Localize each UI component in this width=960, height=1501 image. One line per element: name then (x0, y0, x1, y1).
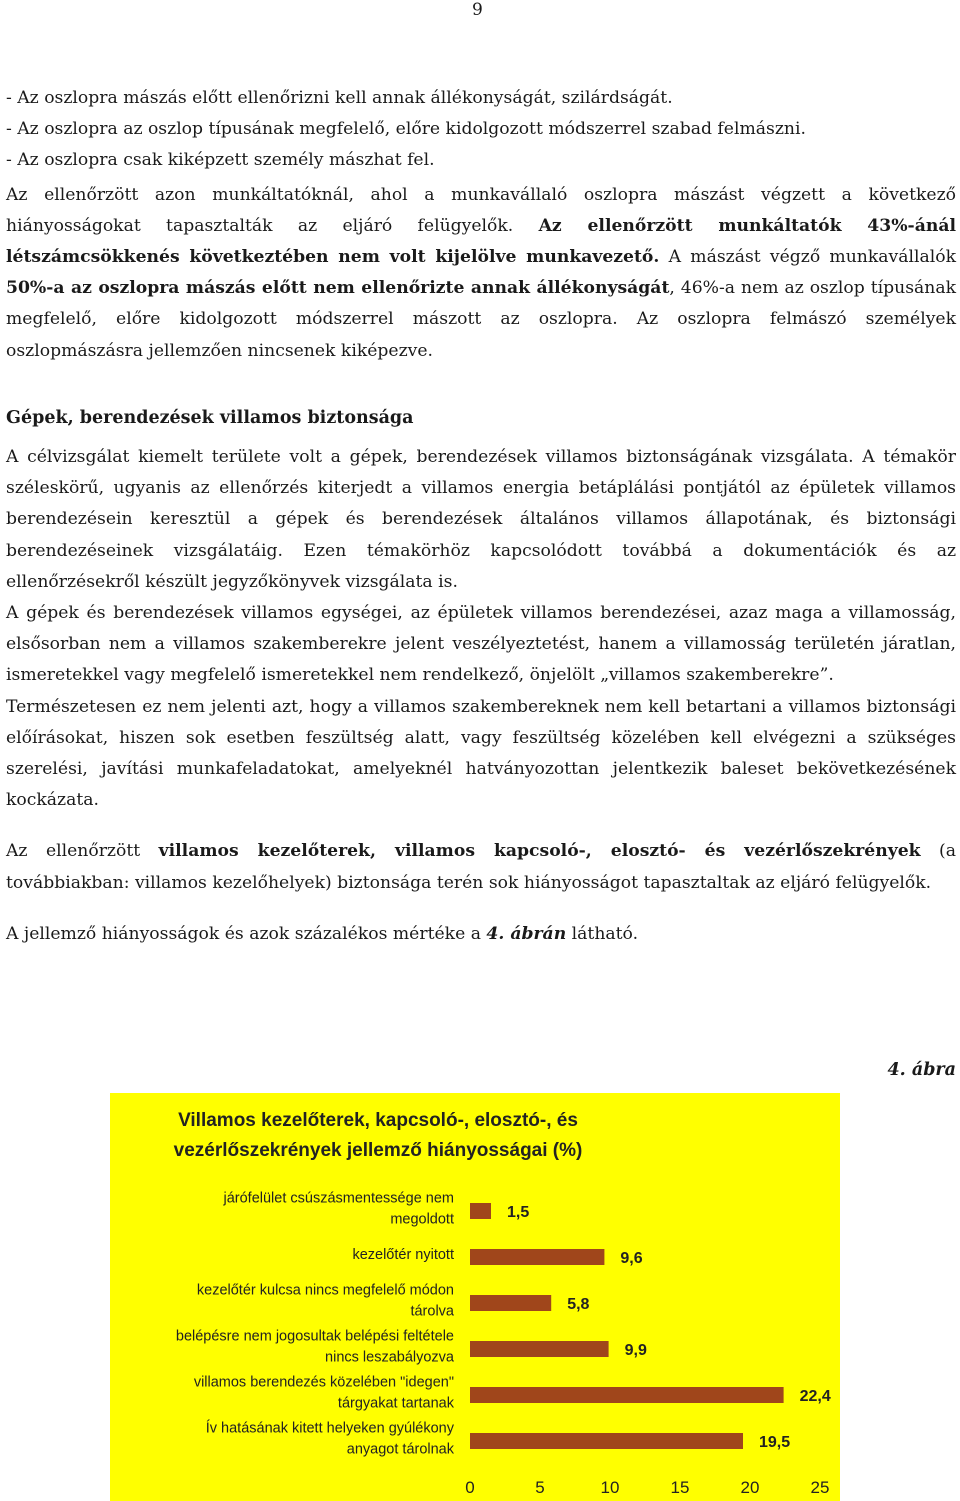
category-label: járófelület csúszásmentessége nem (223, 1190, 454, 1207)
bar (470, 1295, 551, 1311)
x-tick-label: 20 (740, 1478, 760, 1497)
category-label: villamos berendezés közelében "idegen" (193, 1374, 454, 1391)
paragraph-control-rooms (6, 836, 956, 898)
paragraph-pole-climbing-findings (6, 180, 956, 367)
bar (470, 1249, 604, 1265)
category-label: kezelőtér nyitott (352, 1247, 454, 1263)
figure-reference: 4. ábrán (486, 923, 567, 944)
text-span: Az ellenőrzött azon munkáltatóknál, ahol a munkavállaló oszlopra mászást végzett a következő hiányosságokat tapasztalták az eljáró felügyelők. (6, 184, 956, 236)
data-label: 1,5 (507, 1204, 530, 1221)
text-span: A jellemző hiányosságok és azok százalékos mértéke a (6, 923, 487, 944)
document-body (6, 83, 956, 950)
x-tick-label: 5 (535, 1478, 545, 1497)
data-label: 22,4 (799, 1388, 831, 1405)
bar (470, 1203, 491, 1219)
text-span: Az ellenőrzött (6, 841, 159, 862)
figure-label: 4. ábra (887, 1060, 956, 1080)
bold-text: villamos kezelőterek, villamos kapcsoló-, elosztó- és vezérlőszekrények (158, 841, 921, 862)
category-label: megoldott (390, 1211, 454, 1228)
paragraph-figure-reference (6, 919, 956, 950)
category-label: tárgyakat tartanak (337, 1395, 454, 1412)
data-label: 9,9 (624, 1342, 647, 1359)
category-label: kezelőtér kulcsa nincs megfelelő módon (196, 1282, 454, 1299)
bold-text: Az ellenőrzött munkáltatók 43%-ánál létszámcsökkenés következtében nem volt kijelölve munkavezető. (6, 215, 956, 268)
paragraph-electricity-risk: A gépek és berendezések villamos egységei, az épületek villamos berendezései, azaz maga a villamosság, elsősorban nem a villamos szakemberekre jelent veszélyeztetést, hanem a villamosság területén járatlan, ismeretekkel vagy megfelelő ismeretekkel nem rendelkező, önjelölt „villamos szakemberekre”. (6, 603, 956, 686)
chart-canvas (110, 1093, 840, 1501)
x-tick-label: 10 (600, 1478, 620, 1497)
bullet-item: - Az oszlopra csak kiképzett személy mászhat fel. (6, 150, 435, 171)
chart-title: vezérlőszekrények jellemző hiányosságai (%) (173, 1140, 583, 1161)
category-label: nincs leszabályozva (325, 1349, 454, 1366)
category-label: Ív hatásának kitett helyeken gyúlékony (205, 1420, 454, 1437)
bullet-item: - Az oszlopra mászás előtt ellenőrizni kell annak állékonyságát, szilárdságát. (6, 88, 673, 108)
category-label: tárolva (410, 1303, 454, 1320)
paragraph-inspection-scope: A célvizsgálat kiemelt területe volt a gépek, berendezések villamos biztonságának vizsgálata. A témakör széleskörű, ugyanis az ellenőrzés kiterjedt a villamos energia betáplálási pontjától az épületek villamos berendezésein keresztül a gépek és berendezések általános villamos állapotának, és biztonsági berendezéseinek vizsgálatáig. Ezen témakörhöz kapcsolódott továbbá a dokumentációk és az ellenőrzésekről készült jegyzőkönyvek vizsgálata is. (6, 447, 956, 592)
x-tick-label: 0 (465, 1478, 475, 1497)
page-number: 9 (472, 0, 483, 20)
chart-title: Villamos kezelőterek, kapcsoló-, elosztó-, és (178, 1110, 578, 1131)
x-tick-label: 25 (810, 1478, 830, 1497)
data-label: 5,8 (567, 1296, 590, 1313)
data-label: 9,6 (620, 1250, 643, 1267)
bar-chart (110, 1093, 840, 1501)
text-span: , 46%-a nem az oszlop típusának megfelelő, előre kidolgozott módszerrel mászott az oszlopra. Az oszlopra felmászó személyek oszlopmászásra jellemzően nincsenek kiképezve. (6, 278, 956, 361)
section-heading: Gépek, berendezések villamos biztonsága (6, 407, 414, 428)
data-label: 19,5 (759, 1434, 791, 1451)
bold-text: 50%-a az oszlopra mászás előtt nem ellenőrizte annak állékonyságát (6, 278, 670, 299)
category-label: anyagot tárolnak (346, 1441, 454, 1458)
text-span: látható. (566, 923, 639, 944)
bar (470, 1341, 609, 1357)
category-label: belépésre nem jogosultak belépési feltétele (175, 1328, 454, 1345)
text-span: A mászást végző munkavállalók (659, 247, 956, 268)
x-tick-label: 15 (670, 1478, 690, 1497)
bar (470, 1433, 743, 1449)
bar (470, 1387, 784, 1403)
paragraph-expert-obligations: Természetesen ez nem jelenti azt, hogy a villamos szakembereknek nem kell betartani a villamos biztonsági előírásokat, hiszen sok esetben feszültség alatt, vagy feszültség közelében kell elvégezni a szükséges szerelési, javítási munkafeladatokat, amelyeknél hatványozottan jelentkezik baleset bekövetkezésének kockázata. (6, 696, 956, 811)
bullet-item: - Az oszlopra az oszlop típusának megfelelő, előre kidolgozott módszerrel szabad felmászni. (6, 119, 806, 140)
text-span: (a továbbiakban: villamos kezelőhelyek) biztonsága terén sok hiányosságot tapasztaltak az eljáró felügyelők. (6, 841, 956, 893)
